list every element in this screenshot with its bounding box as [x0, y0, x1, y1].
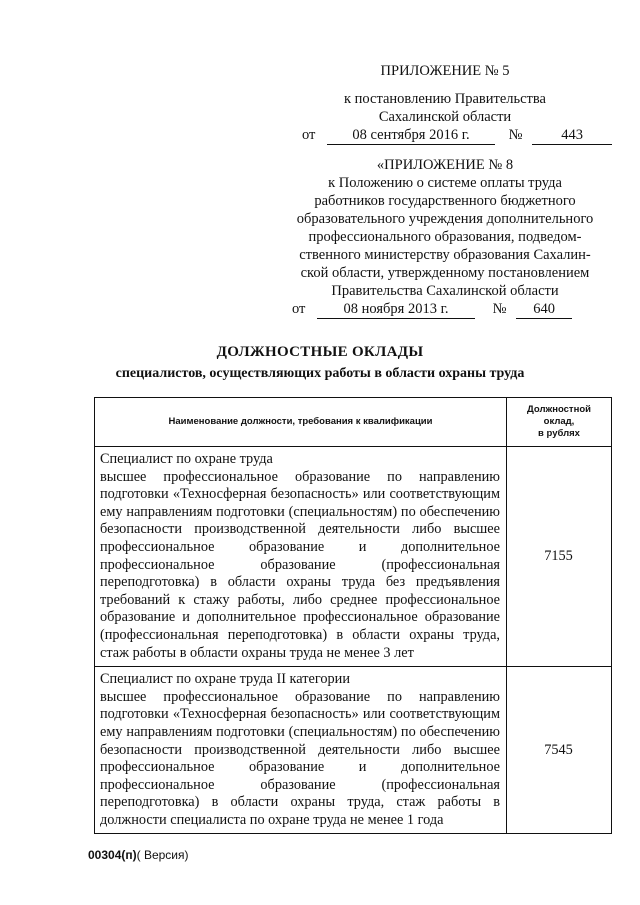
- appendix-8-line: Правительства Сахалинской области: [331, 283, 559, 299]
- column-header-position: Наименование должности, требования к квалификации: [95, 398, 507, 447]
- appendix-8-line: ственного министерству образования Сахалин-: [299, 247, 591, 263]
- appendix-5-line2: Сахалинской области: [378, 109, 512, 125]
- document-subtitle: специалистов, осуществляющих работы в области охраны труда: [115, 366, 525, 381]
- column-header-salary-line2: в рублях: [538, 428, 580, 439]
- position-title: Специалист по охране труда: [100, 451, 273, 467]
- document-title: ДОЛЖНОСТНЫЕ ОКЛАДЫ: [216, 344, 424, 360]
- appendix-8-no-label: №: [492, 301, 507, 317]
- document-code: 00304(п): [88, 848, 137, 862]
- appendix-8-line: образовательного учреждения дополнительного: [296, 211, 594, 227]
- appendix-8-block: [290, 156, 600, 319]
- appendix-8-number: 640: [516, 300, 572, 319]
- appendix-5-block: [290, 62, 600, 145]
- salary-cell: 7155: [507, 447, 612, 667]
- salary-cell: 7545: [507, 667, 612, 834]
- appendix-5-title: ПРИЛОЖЕНИЕ № 5: [380, 63, 510, 79]
- table-row: [95, 447, 612, 667]
- appendix-8-from-label: от: [292, 301, 306, 317]
- appendix-8-line: к Положению о системе оплаты труда: [328, 175, 562, 191]
- position-requirements: высшее профессиональное образование по направлению подготовки «Техносферная безопасность» или соответствующим ему направлениям подготовки (специальностям) по обеспечению безопасности производственной деятельности либо высшее профессиональное образование и дополнительное профессиональное образование (профессиональная переподготовка) в области охраны труда, стаж работы в должности специалиста по охране труда не менее 1 года: [100, 688, 500, 828]
- appendix-5-no-label: №: [508, 127, 523, 143]
- appendix-5-date-row: [290, 126, 600, 145]
- column-header-salary-line1: Должностной оклад,: [527, 404, 591, 427]
- appendix-5-date: 08 сентября 2016 г.: [327, 126, 495, 145]
- salary-table: [94, 397, 612, 834]
- appendix-5-from-label: от: [302, 127, 316, 143]
- appendix-8-date: 08 ноября 2013 г.: [317, 300, 475, 319]
- document-footer: [88, 848, 189, 862]
- table-header-row: [95, 398, 612, 447]
- position-cell: [95, 447, 507, 667]
- position-title: Специалист по охране труда II категории: [100, 671, 350, 688]
- position-cell: [95, 667, 507, 834]
- appendix-8-date-row: [290, 300, 600, 319]
- appendix-8-title: «ПРИЛОЖЕНИЕ № 8: [376, 157, 514, 173]
- appendix-8-line: ской области, утвержденному постановлением: [300, 265, 590, 281]
- appendix-5-number: 443: [532, 126, 612, 145]
- document-version: ( Версия): [136, 848, 189, 862]
- appendix-8-line: профессионального образования, подведом-: [308, 229, 582, 245]
- column-header-salary: [507, 398, 612, 447]
- appendix-8-line: работников государственного бюджетного: [314, 193, 576, 209]
- table-row: [95, 667, 612, 834]
- appendix-5-line1: к постановлению Правительства: [344, 91, 546, 107]
- position-requirements: высшее профессиональное образование по направлению подготовки «Техносферная безопасность» или соответствующим ему направлениям подготовки (специальностям) по обеспечению безопасности производственной деятельности либо высшее профессиональное образование и дополнительное профессиональное образование (профессиональная переподготовка) в области охраны труда без предъявления требований к стажу работы, либо среднее профессиональное образование и дополнительное профессиональное образование (профессиональная переподготовка) в области охраны труда, стаж работы в области охраны труда не менее 3 лет: [100, 468, 500, 661]
